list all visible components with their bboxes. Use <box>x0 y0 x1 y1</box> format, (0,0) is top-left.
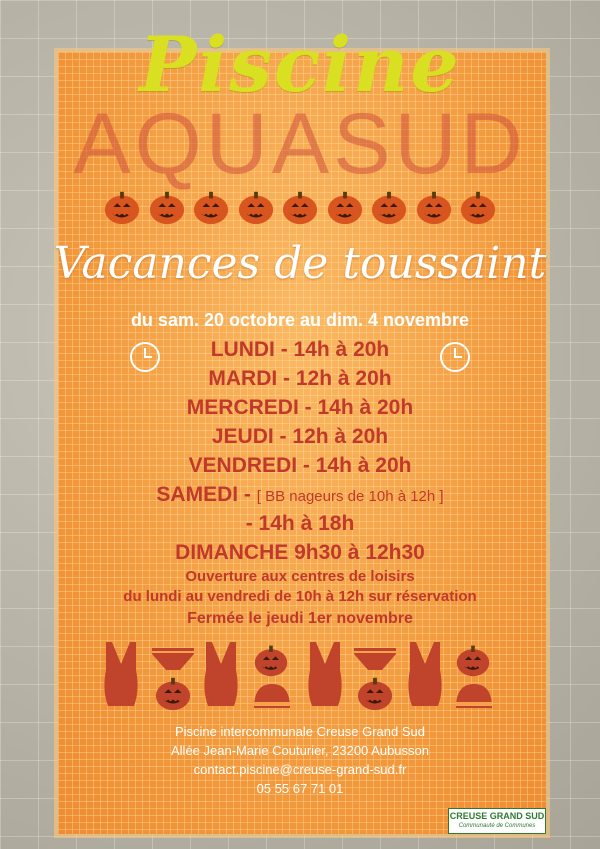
schedule-thursday: JEUDI - 12h à 20h <box>211 425 389 448</box>
pumpkin-icon <box>103 188 141 226</box>
saturday-label: SAMEDI - <box>156 483 257 506</box>
leisure-center-note: Ouverture aux centres de loisirs <box>185 568 415 585</box>
swim-briefs-icon <box>352 646 398 672</box>
swimsuit-icon <box>100 640 142 708</box>
date-range: du sam. 20 octobre au dim. 4 novembre <box>130 310 470 330</box>
pumpkin-icon <box>356 674 394 712</box>
schedule-tuesday: MARDI - 12h à 20h <box>208 367 392 390</box>
swimsuit-icon <box>200 640 242 708</box>
pumpkin-icon <box>148 188 186 226</box>
baby-swimmers-note: [ BB nageurs de 10h à 12h ] <box>256 488 444 505</box>
pumpkin-icon <box>154 674 192 712</box>
pool-name: Piscine intercommunale Creuse Grand Sud <box>174 724 425 739</box>
swimsuit-icon <box>404 640 446 708</box>
pumpkin-icon <box>454 642 492 678</box>
pumpkin-icon <box>252 642 290 678</box>
schedule-sunday: DIMANCHE 9h30 à 12h30 <box>175 541 425 564</box>
schedule-saturday-hours: - 14h à 18h <box>245 512 355 535</box>
creuse-grand-sud-logo <box>448 808 546 834</box>
pool-phone[interactable]: 05 55 67 71 01 <box>256 781 344 796</box>
leisure-center-hours: du lundi au vendredi de 10h à 12h sur réservation <box>123 588 477 605</box>
watermark-text: AQUASUD <box>73 96 527 192</box>
logo-tagline: Communauté de Communes <box>458 823 536 829</box>
schedule-monday: LUNDI - 14h à 20h <box>210 338 390 361</box>
swim-icons-row <box>100 640 500 712</box>
pumpkin-row <box>103 188 497 230</box>
pumpkin-icon <box>370 188 408 226</box>
schedule-friday: VENDREDI - 14h à 20h <box>188 454 412 477</box>
pumpkin-icon <box>281 188 319 226</box>
pumpkin-icon <box>192 188 230 226</box>
poster-subtitle: Vacances de toussaint <box>53 238 547 289</box>
pumpkin-icon <box>326 188 364 226</box>
schedule-saturday <box>0 483 600 507</box>
pumpkin-icon <box>459 188 497 226</box>
pumpkin-icon <box>237 188 275 226</box>
schedule-wednesday: MERCREDI - 14h à 20h <box>186 396 414 419</box>
poster-title: Piscine <box>139 20 461 109</box>
closure-note: Fermée le jeudi 1er novembre <box>187 610 413 627</box>
pool-address: Allée Jean-Marie Couturier, 23200 Aubusson <box>171 743 429 758</box>
logo-name: CREUSE GRAND SUD <box>449 811 545 821</box>
swim-cap-icon <box>252 682 292 710</box>
pumpkin-icon <box>415 188 453 226</box>
swimsuit-icon <box>304 640 346 708</box>
pool-email[interactable]: contact.piscine@creuse-grand-sud.fr <box>193 762 407 777</box>
swim-cap-icon <box>454 682 494 710</box>
swim-briefs-icon <box>150 646 196 672</box>
